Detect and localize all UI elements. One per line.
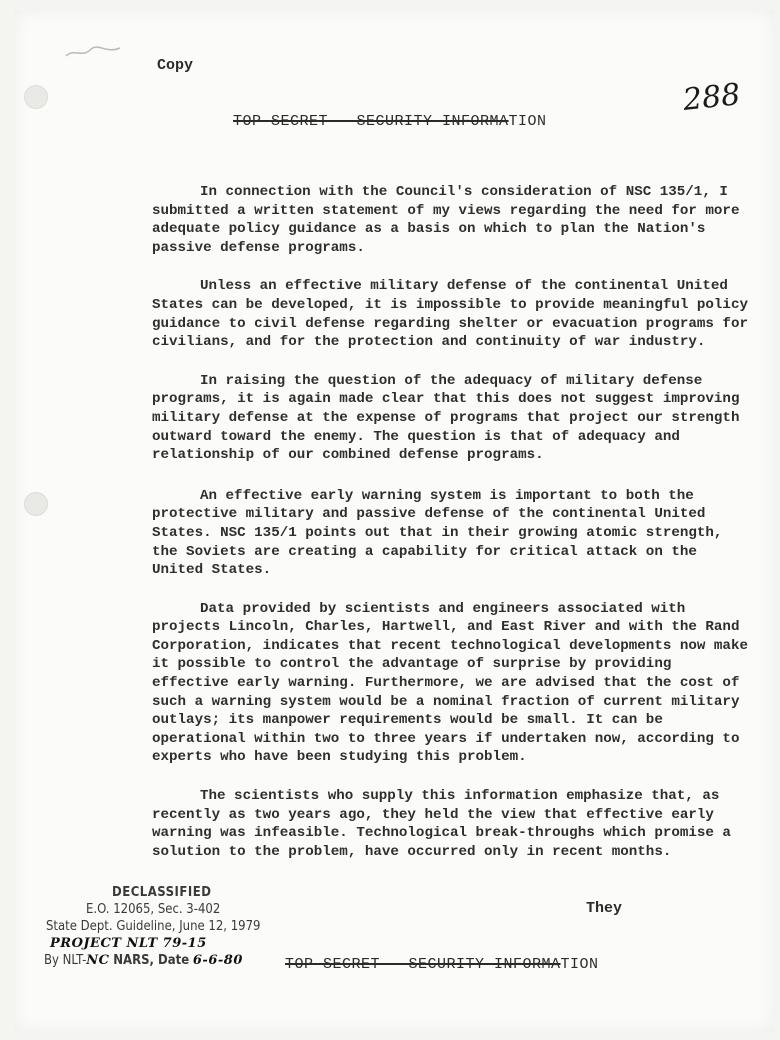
paragraph: The scientists who supply this information emphasize that, as recently as two years ago, they held the view that effective early warning was infeasible. Technological break-throughs which promise a solution to the problem, have occurred only in recent months.: [152, 788, 731, 860]
page-number: 288: [681, 77, 742, 118]
classification-remaining-text: TION: [508, 113, 547, 130]
continuation-word: They: [586, 900, 623, 917]
stamp-by-line: [44, 952, 284, 969]
memo-body: [152, 183, 752, 881]
stamp-by-prefix: By NLT-: [44, 953, 87, 968]
paragraph: Data provided by scientists and engineers associated with projects Lincoln, Charles, Hartwell, and East River and with the Rand Corporation, indicates that recent technological developments now make it possible to control the advantage of surprise by providing effective early warning. Furthermore, we are advised that the cost of such a warning system would be a nominal fraction of current military outlays; its manpower requirements would be small. It can be operational within two to three years if undertaken now, according to experts who have been studying this problem.: [152, 600, 748, 766]
stamp-eo-line: E.O. 12065, Sec. 3-402: [86, 902, 221, 917]
classification-struck-text: TOP SECRET - SECURITY INFORMA: [233, 113, 509, 130]
punch-hole-middle: [24, 492, 48, 516]
classification-footer: [285, 956, 599, 973]
paragraph: In raising the question of the adequacy of military defense programs, it is again made clear that this does not suggest improving military defense at the expense of programs that project our strength outward toward the enemy. The question is that of adequacy and relationship of our combined defense programs.: [152, 372, 740, 464]
stamp-project-number: PROJECT NLT 79-15: [50, 936, 207, 951]
classification-remaining-text: TION: [560, 956, 599, 973]
declassification-stamp: [44, 884, 284, 969]
stamp-declassified: DECLASSIFIED: [112, 885, 212, 900]
classification-struck-text: TOP SECRET - SECURITY INFORMA: [285, 956, 561, 973]
punch-hole-top: [24, 85, 48, 109]
paragraph: An effective early warning system is important to both the protective military and passive defense of the continental United States. NSC 135/1 points out that in their growing atomic strength, the Soviets are creating a capability for critical attack on the United States.: [152, 487, 723, 579]
stamp-guideline: State Dept. Guideline, June 12, 1979: [46, 919, 261, 934]
paragraph: In connection with the Council's consideration of NSC 135/1, I submitted a written statement of my views regarding the need for more adequate policy guidance as a basis on which to plan the Nation's passive defense programs.: [152, 184, 740, 256]
paragraph: Unless an effective military defense of the continental United States can be developed, it is impossible to provide meaningful policy guidance to civil defense regarding shelter or evacuation programs for civilians, and for the protection and continuity of war industry.: [152, 278, 748, 351]
stamp-nars-label: NARS, Date: [113, 953, 190, 968]
stamp-by-initials: NC: [86, 953, 110, 968]
copy-label: Copy: [157, 57, 194, 74]
classification-header: [233, 113, 547, 130]
stamp-nars-date: 6-6-80: [192, 953, 243, 968]
pencil-scribble: [64, 44, 124, 62]
